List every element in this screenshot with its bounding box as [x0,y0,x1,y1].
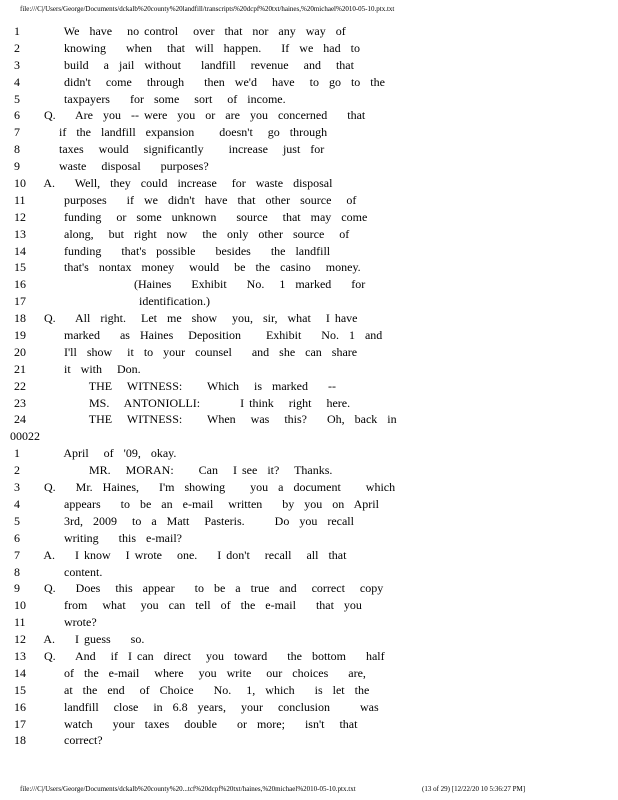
transcript-line [0,107,618,124]
transcript-line [0,91,618,108]
line-number: 24 [14,412,26,427]
transcript-line [0,344,618,361]
line-text: MR. MORAN: Can I see it? Thanks. [34,463,333,478]
line-number: 13 [14,648,26,663]
line-number: 5 [14,91,20,106]
line-number: 7 [14,547,20,562]
line-text: landfill close in 6.8 years, your conclusion was [34,699,379,714]
line-number: 21 [14,361,26,376]
line-number: 22 [14,378,26,393]
line-text: April of '09, okay. [34,446,177,461]
line-text: build a jail without landfill revenue and that [34,57,354,72]
line-number: 8 [14,564,20,579]
transcript-line [0,175,618,192]
line-number: 2 [14,40,20,55]
transcript-line [0,395,618,412]
transcript-line [0,411,618,428]
line-text: funding or some unknown source that may come [34,209,368,224]
line-text: I'll show it to your counsel and she can share [34,344,358,359]
page-marker-line [0,428,618,445]
page-marker: 00022 [10,429,40,444]
line-number: 10 [14,176,26,191]
line-text: funding that's possible besides the landfill [34,243,331,258]
line-number: 4 [14,496,20,511]
line-number: 11 [14,192,26,207]
line-text: knowing when that will happen. If we had to [34,40,360,55]
line-text: along, but right now the only other source of [34,226,350,241]
line-text: at the end of Choice No. 1, which is let the [34,682,370,697]
transcript-line [0,23,618,40]
line-text: didn't come through then we'd have to go to the [34,74,385,89]
file-path-header: file:///C|/Users/George/Documents/dckalb%20county%20landfill/transcripts%20dcpf%20txt/haines,%20michael%2010-05-10.ptx.txt [20,5,395,13]
line-number: 1 [14,446,20,461]
line-number: 9 [14,581,20,596]
transcript-line [0,580,618,597]
transcript-line [0,40,618,57]
line-number: 13 [14,226,26,241]
line-number: 19 [14,328,26,343]
line-text: that's nontax money would be the casino money. [34,260,361,275]
line-number: 14 [14,243,26,258]
line-number: 10 [14,598,26,613]
line-number: 23 [14,395,26,410]
line-number: 18 [14,733,26,748]
line-text: appears to be an e-mail written by you on April [34,496,379,511]
page-info-footer: (13 of 29) [12/22/20 10 5:36:27 PM] [422,785,526,793]
transcript-line [0,530,618,547]
transcript-line [0,141,618,158]
line-number: 20 [14,344,26,359]
line-number: 4 [14,74,20,89]
line-text: marked as Haines Deposition Exhibit No. 1 and [34,328,383,343]
line-text: Q. And if I can direct you toward the bottom half [34,648,385,663]
line-number: 18 [14,311,26,326]
line-text: writing this e-mail? [34,530,182,545]
transcript-line [0,665,618,682]
transcript-line [0,547,618,564]
line-number: 8 [14,142,20,157]
line-number: 12 [14,632,26,647]
line-number: 2 [14,463,20,478]
transcript-line [0,682,618,699]
transcript-line [0,57,618,74]
line-number: 6 [14,108,20,123]
file-path-footer: file:///C|/Users/George/Documents/dckalb%20county%20...tcf%20dcpf%20txt/haines,%20michael%2010-05-10.ptx.txt [20,785,356,793]
line-number: 9 [14,159,20,174]
line-number: 17 [14,294,26,309]
line-text: Q. Mr. Haines, I'm showing you a document which [34,480,396,495]
transcript-line [0,564,618,581]
line-text: from what you can tell of the e-mail that you [34,598,362,613]
line-number: 15 [14,260,26,275]
line-text: Q. Are you -- were you or are you concerned that [34,108,366,123]
transcript-line [0,462,618,479]
line-number: 17 [14,716,26,731]
transcript-line [0,479,618,496]
transcript-line [0,310,618,327]
transcript-line [0,648,618,665]
line-number: 3 [14,480,20,495]
line-text: We have no control over that nor any way of [34,24,346,38]
line-text: A. I know I wrote one. I don't recall all that [34,547,347,562]
line-text: of the e-mail where you write our choices are, [34,665,366,680]
transcript-line [0,631,618,648]
line-text: wrote? [34,615,97,630]
line-number: 16 [14,699,26,714]
transcript-line [0,699,618,716]
transcript-line [0,226,618,243]
line-text: taxpayers for some sort of income. [34,91,286,106]
transcript-line [0,361,618,378]
line-text: if the landfill expansion doesn't go through [34,125,328,140]
transcript-line [0,243,618,260]
line-text: THE WITNESS: Which is marked -- [34,378,336,393]
line-number: 16 [14,277,26,292]
line-number: 14 [14,665,26,680]
line-text: 3rd, 2009 to a Matt Pasteris. Do you recall [34,513,354,528]
line-number: 6 [14,530,20,545]
transcript-body [0,23,618,749]
transcript-line [0,732,618,749]
line-text: (Haines Exhibit No. 1 marked for [34,277,366,292]
line-text: watch your taxes double or more; isn't that [34,716,358,731]
line-text: identification.) [34,294,210,309]
line-text: Q. All right. Let me show you, sir, what I have [34,311,358,326]
line-text: A. I guess so. [34,632,145,647]
line-text: A. Well, they could increase for waste disposal [34,176,333,191]
line-number: 15 [14,682,26,697]
line-number: 7 [14,125,20,140]
transcript-line [0,192,618,209]
line-text: taxes would significantly increase just for [34,142,325,157]
line-text: waste disposal purposes? [34,159,209,174]
transcript-line [0,276,618,293]
transcript-line [0,124,618,141]
line-text: purposes if we didn't have that other source of [34,192,357,207]
line-number: 12 [14,209,26,224]
transcript-line [0,259,618,276]
line-text: correct? [34,733,103,748]
line-text: content. [34,564,103,579]
line-text: it with Don. [34,361,141,376]
line-number: 1 [14,24,20,38]
line-text: MS. ANTONIOLLI: I think right here. [34,395,351,410]
transcript-line [0,158,618,175]
line-text: THE WITNESS: When was this? Oh, back in [34,412,397,427]
transcript-line [0,209,618,226]
transcript-line [0,614,618,631]
transcript-line [0,445,618,462]
transcript-line [0,597,618,614]
line-text: Q. Does this appear to be a true and correct copy [34,581,384,596]
transcript-line [0,293,618,310]
line-number: 11 [14,615,26,630]
transcript-line [0,74,618,91]
line-number: 3 [14,57,20,72]
transcript-line [0,716,618,733]
transcript-line [0,378,618,395]
transcript-line [0,496,618,513]
transcript-line [0,513,618,530]
line-number: 5 [14,513,20,528]
transcript-line [0,327,618,344]
